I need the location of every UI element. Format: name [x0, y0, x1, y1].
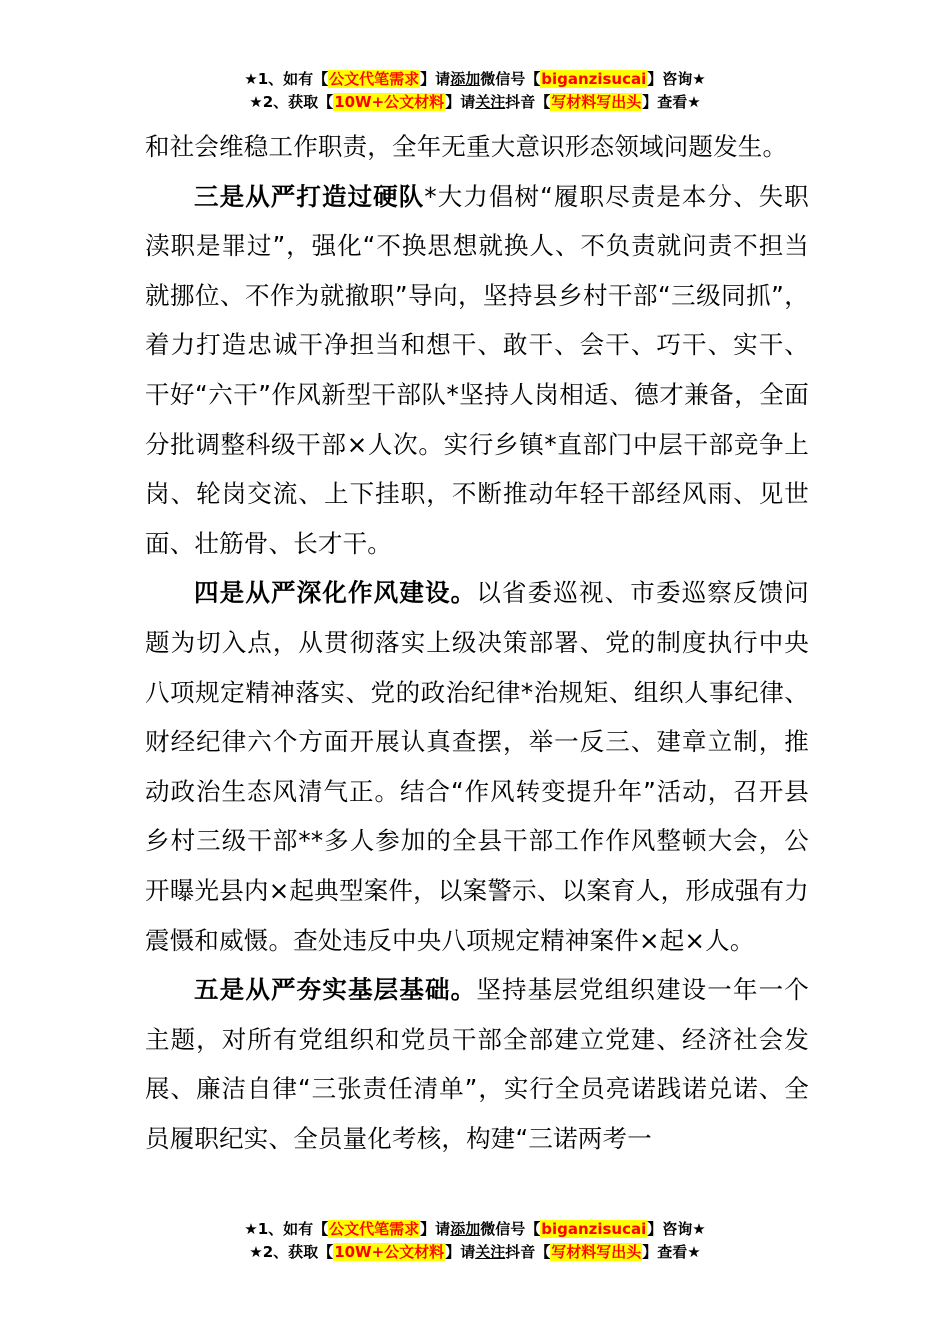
promo-text: 微信号【 — [480, 1220, 541, 1238]
paragraph-continuation — [145, 122, 809, 172]
promo-text: 微信号【 — [480, 70, 541, 88]
promo-highlight: 公文代笔需求 — [329, 1220, 420, 1238]
promo-text: 】请 — [420, 1220, 451, 1238]
douyin-account-highlight: 写材料写出头 — [551, 1243, 642, 1261]
paragraph-text: 和社会维稳工作职责，全年无重大意识形态领域问题发生。 — [145, 132, 788, 161]
paragraph-heading: 三是从严打造过硬队 — [194, 181, 425, 211]
promo-text: 】咨询★ — [647, 1220, 706, 1238]
promo-text: 抖音【 — [505, 1243, 551, 1261]
paragraph-grassroots — [145, 965, 809, 1163]
promo-banner-bottom — [0, 1218, 950, 1264]
promo-banner-top — [0, 68, 950, 114]
wechat-id-highlight: biganzisucai — [541, 70, 647, 88]
paragraph-work-style — [145, 568, 809, 965]
promo-text: ★2、获取【 — [249, 93, 334, 111]
wechat-id-highlight: biganzisucai — [541, 1220, 647, 1238]
promo-highlight: 10W+公文材料 — [334, 1243, 445, 1261]
promo-underlined: 关注 — [475, 1243, 506, 1261]
promo-underlined: 添加 — [450, 1220, 481, 1238]
promo-line-1 — [0, 1218, 950, 1241]
promo-highlight: 10W+公文材料 — [334, 93, 445, 111]
promo-underlined: 添加 — [450, 70, 481, 88]
document-body — [145, 122, 809, 1163]
promo-text: 】查看★ — [642, 93, 701, 111]
paragraph-team-building — [145, 172, 809, 569]
promo-underlined: 关注 — [475, 93, 506, 111]
promo-text: 】查看★ — [642, 1243, 701, 1261]
promo-text: ★1、如有【 — [244, 1220, 329, 1238]
promo-text: ★2、获取【 — [249, 1243, 334, 1261]
promo-text: 】咨询★ — [647, 70, 706, 88]
paragraph-heading: 四是从严深化作风建设。 — [194, 578, 477, 608]
promo-highlight: 公文代笔需求 — [329, 70, 420, 88]
promo-text: ★1、如有【 — [244, 70, 329, 88]
promo-text: 】请 — [445, 93, 476, 111]
promo-line-2 — [0, 1241, 950, 1264]
paragraph-text: *大力倡树“履职尽责是本分、失职渎职是罪过”，强化“不换思想就换人、不负责就问责不担当就挪位、不作为就撤职”导向，坚持县乡村干部“三级同抓”，着力打造忠诚干净担当和想干、敢干、会干、巧干、实干、干好“六干”作风新型干部队*坚持人岗相适、德才兼备，全面分批调整科级干部×人次。实行乡镇*直部门中层干部竞争上岗、轮岗交流、上下挂职，不断推动年轻干部经风雨、见世面、壮筋骨、长才干。 — [145, 181, 809, 558]
promo-text: 抖音【 — [505, 93, 551, 111]
promo-text: 】请 — [445, 1243, 476, 1261]
paragraph-text: 坚持基层党组织建设一年一个主题，对所有党组织和党员干部全部建立党建、经济社会发展、廉洁自律“三张责任清单”，实行全员亮诺践诺兑诺、全员履职纪实、全员量化考核，构建“三诺两考一 — [145, 975, 809, 1153]
paragraph-text: 以省委巡视、市委巡察反馈问题为切入点，从贯彻落实上级决策部署、党的制度执行中央八项规定精神落实、党的政治纪律*治规矩、组织人事纪律、财经纪律六个方面开展认真查摆，举一反三、建章立制，推动政治生态风清气正。结合“作风转变提升年”活动，召开县乡村三级干部**多人参加的全县干部工作作风整顿大会，公开曝光县内×起典型案件，以案警示、以案育人，形成强有力震慑和威慑。查处违反中央八项规定精神案件×起×人。 — [145, 578, 809, 955]
promo-line-2 — [0, 91, 950, 114]
paragraph-heading: 五是从严夯实基层基础。 — [194, 975, 477, 1005]
promo-line-1 — [0, 68, 950, 91]
douyin-account-highlight: 写材料写出头 — [551, 93, 642, 111]
promo-text: 】请 — [420, 70, 451, 88]
